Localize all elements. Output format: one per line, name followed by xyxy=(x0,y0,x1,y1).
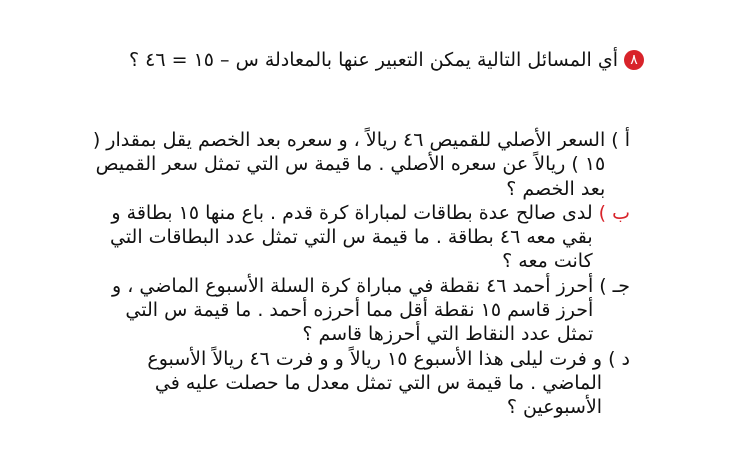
option-b-label: ب ) xyxy=(598,201,630,224)
option-a xyxy=(90,128,630,201)
option-d-text: و فرت ليلى هذا الأسبوع ١٥ ريالاً و و فرت ٤٦ ريالاً الأسبوع الماضي . ما قيمة س التي تمثل معدل ما حصلت عليه في الأسبوعين ؟ xyxy=(147,347,603,419)
option-c xyxy=(90,274,630,347)
answer-options xyxy=(90,128,630,420)
option-c-text: أحرز أحمد ٤٦ نقطة في مباراة كرة السلة الأسبوع الماضي ، و أحرز قاسم ١٥ نقطة أقل مما أحرزه أحمد . ما قيمة س التي تمثل عدد النقاط التي أحرزها قاسم ؟ xyxy=(111,274,594,346)
option-a-text: السعر الأصلي للقميص ٤٦ ريالاً ، و سعره بعد الخصم يقل بمقدار ( ١٥ ) ريالاً عن سعره الأصلي . ما قيمة س التي تمثل سعر القميص بعد الخصم ؟ xyxy=(92,129,606,200)
option-c-label: جـ ) xyxy=(599,274,630,297)
question-line xyxy=(129,45,644,75)
option-d-label: د ) xyxy=(608,347,630,370)
option-b-text: لدى صالح عدة بطاقات لمباراة كرة قدم . باع منها ١٥ بطاقة و بقي معه ٤٦ بطاقة . ما قيمة س التي تمثل عدد البطاقات التي كانت معه ؟ xyxy=(109,201,593,273)
question-text: أي المسائل التالية يمكن التعبير عنها بالمعادلة س – ١٥ = ٤٦ ؟ xyxy=(129,49,618,71)
question-number-badge: ٨ xyxy=(624,50,644,70)
option-b xyxy=(90,201,630,274)
option-a-label: أ ) xyxy=(611,129,630,151)
option-d xyxy=(90,347,630,420)
